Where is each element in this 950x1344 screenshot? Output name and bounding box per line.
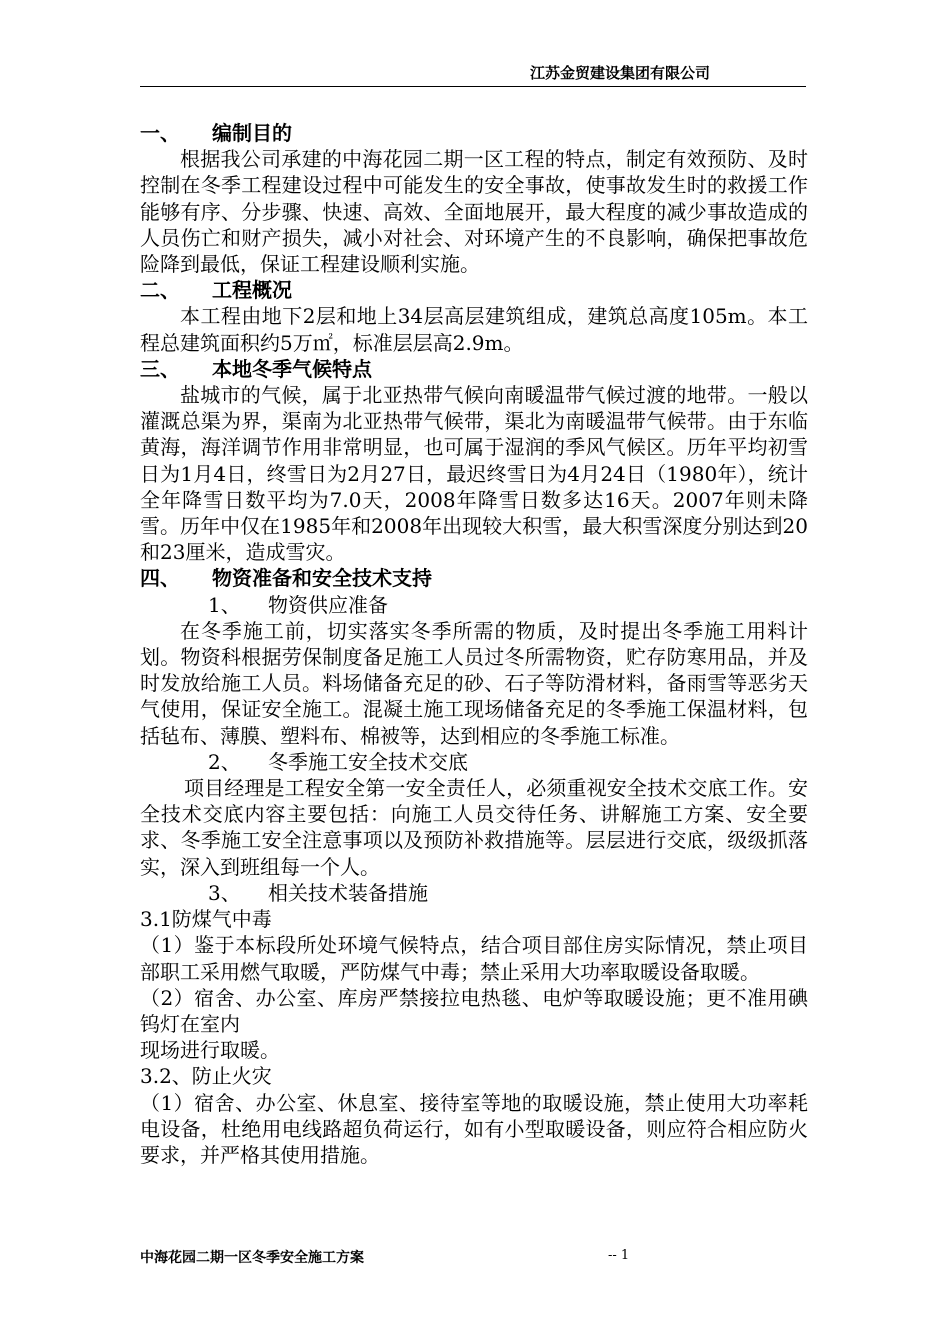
- subsection-2-paragraph: 项目经理是工程安全第一安全责任人，必须重视安全技术交底工作。安全技术交底内容主要包括：向施工人员交待任务、讲解施工方案、安全要求、冬季施工安全注意事项以及预防补救措施等。层层进行交底，级级抓落实，深入到班组每一个人。: [140, 776, 808, 879]
- section-4-heading: [140, 565, 808, 591]
- section-3-paragraph: 盐城市的气候，属于北亚热带气候向南暖温带气候过渡的地带。一般以灌溉总渠为界，渠南为北亚热带气候带，渠北为南暖温带气候带。由于东临黄海，海洋调节作用非常明显，也可属于湿润的季风气候区。历年平均初雪日为1月4日，终雪日为2月27日，最迟终雪日为4月24日（1980年），统计全年降雪日数平均为7.0天，2008年降雪日数多达16天。2007年则未降雪。历年中仅在1985年和2008年出现较大积雪，最大积雪深度分别达到20和23厘米，造成雪灾。: [140, 383, 808, 565]
- section-4-number: 四、: [140, 566, 180, 591]
- header-company: 江苏金贸建设集团有限公司: [529, 64, 710, 82]
- section-1-title: 编制目的: [212, 121, 292, 145]
- footer-title: 中海花园二期一区冬季安全施工方案: [140, 1250, 364, 1266]
- section-1-heading: [140, 120, 808, 146]
- document-body: [140, 120, 808, 1168]
- subsection-2-number: 2、: [208, 749, 241, 774]
- subsection-3-heading: [140, 880, 808, 906]
- item-3-1-heading: 3.1防煤气中毒: [140, 907, 272, 932]
- item-3-2-paragraph-1: （1）宿舍、办公室、休息室、接待室等地的取暖设施，禁止使用大功率耗电设备，杜绝用电线路超负荷运行，如有小型取暖设备，则应符合相应防火要求，并严格其使用措施。: [140, 1090, 808, 1167]
- item-3-1-paragraph-1: （1）鉴于本标段所处环境气候特点，结合项目部住房实际情况，禁止项目部职工采用燃气取暖，严防煤气中毒；禁止采用大功率取暖设备取暖。: [140, 933, 808, 984]
- section-1-number: 一、: [140, 121, 180, 145]
- section-2-number: 二、: [140, 278, 180, 303]
- subsection-3-number: 3、: [208, 880, 241, 905]
- section-2-title: 工程概况: [212, 278, 292, 303]
- subsection-1-title: 物资供应准备: [268, 592, 388, 617]
- subsection-1-heading: [140, 592, 808, 618]
- item-3-2-heading: 3.2、防止火灾: [140, 1064, 272, 1089]
- section-1-paragraph: 根据我公司承建的中海花园二期一区工程的特点，制定有效预防、及时控制在冬季工程建设过程中可能发生的安全事故，使事故发生时的救援工作能够有序、分步骤、快速、高效、全面地展开，最大程度的减少事故造成的人员伤亡和财产损失，减小对社会、对环境产生的不良影响，确保把事故危险降到最低，保证工程建设顺利实施。: [140, 147, 808, 277]
- subsection-2-heading: [140, 749, 808, 775]
- section-4-title: 物资准备和安全技术支持: [212, 566, 432, 591]
- section-3-number: 三、: [140, 356, 180, 381]
- section-2-paragraph: 本工程由地下2层和地上34层高层建筑组成，建筑总高度105m。本工程总建筑面积约5万㎡，标准层层高2.9m。: [140, 304, 808, 355]
- section-2-heading: [140, 277, 808, 303]
- section-3-title: 本地冬季气候特点: [212, 356, 372, 381]
- subsection-3-title: 相关技术装备措施: [268, 880, 428, 905]
- subsection-2-title: 冬季施工安全技术交底: [268, 749, 468, 774]
- item-3-1-paragraph-2: （2）宿舍、办公室、库房严禁接拉电热毯、电炉等取暖设施；更不准用碘钨灯在室内: [140, 985, 808, 1036]
- header-rule: [140, 86, 806, 87]
- section-3-heading: [140, 356, 808, 382]
- page-number: -- 1: [608, 1248, 630, 1263]
- subsection-1-number: 1、: [208, 592, 241, 617]
- item-3-1-paragraph-3: 现场进行取暖。: [140, 1038, 280, 1063]
- subsection-1-paragraph: 在冬季施工前，切实落实冬季所需的物质，及时提出冬季施工用料计划。物资科根据劳保制度备足施工人员过冬所需物资，贮存防寒用品，并及时发放给施工人员。料场储备充足的砂、石子等防滑材料，备雨雪等恶劣天气使用，保证安全施工。混凝土施工现场储备充足的冬季施工保温材料，包括毡布、薄膜、塑料布、棉被等，达到相应的冬季施工标准。: [140, 618, 808, 748]
